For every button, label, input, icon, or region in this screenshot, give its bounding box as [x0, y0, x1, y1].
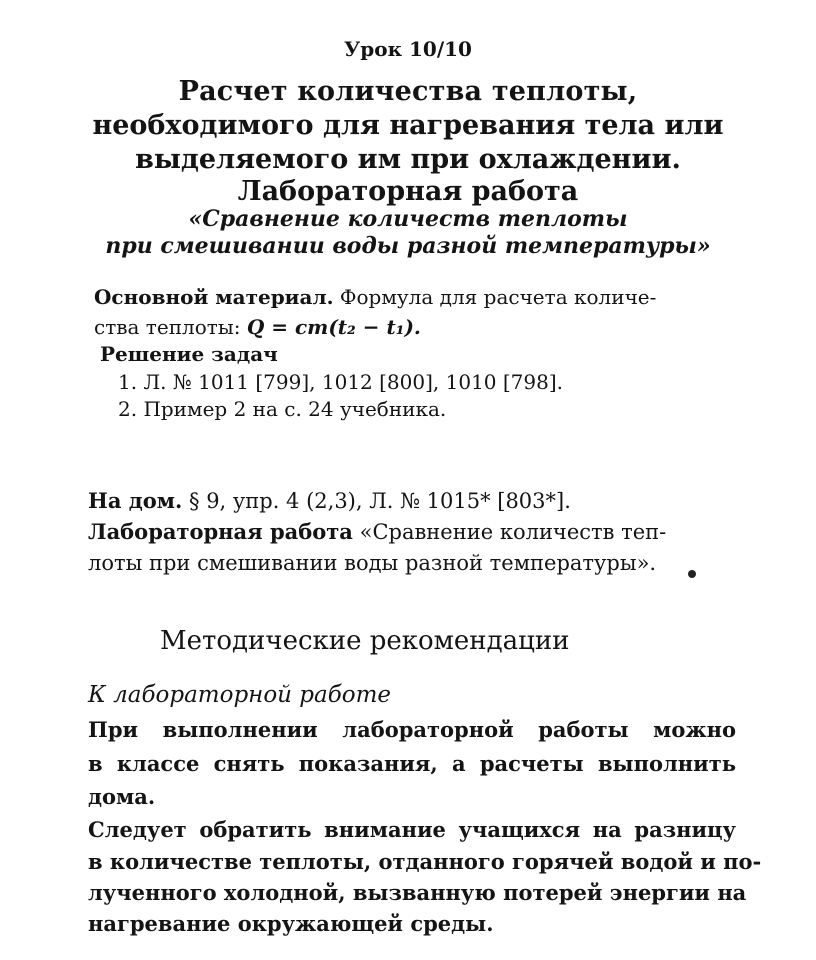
recommendations-heading: Методические рекомендации [160, 626, 570, 656]
basic-material-line-1 [94, 285, 656, 309]
subtitle-line-2: при смешивании воды разной температуры» [105, 233, 711, 259]
homework-line [88, 488, 571, 513]
homework-text: § 9, упр. 4 (2,3), Л. № 1015* [803*]. [189, 489, 571, 513]
homework-label: На дом. [88, 488, 183, 513]
tasks-heading: Решение задач [100, 342, 278, 366]
ink-blot [688, 570, 696, 578]
lab-text-1: «Сравнение количеств теп- [359, 520, 667, 544]
task-item-1: 1. Л. № 1011 [799], 1012 [800], 1010 [798]. [118, 370, 564, 394]
basic-material-line-2 [94, 315, 421, 339]
lesson-number: Урок 10/10 [344, 37, 472, 61]
p2-line-2: в количестве теплоты, отданного горячей водой и по- [88, 849, 762, 874]
lab-line-1 [88, 519, 666, 544]
p2-line-1: Следует обратить внимание учащихся на разницу [88, 817, 736, 842]
title-line-4: Лабораторная работа [237, 176, 579, 207]
basic-material-text-2: ства теплоты: [94, 315, 241, 339]
lab-label: Лабораторная работа [88, 519, 353, 544]
subtitle-line-1: «Сравнение количеств теплоты [188, 206, 628, 232]
p2-line-4: нагревание окружающей среды. [88, 911, 494, 936]
p2-line-3: лученного холодной, вызванную потерей энергии на [88, 880, 747, 905]
recommendations-subheading: К лабораторной работе [88, 682, 392, 708]
lab-line-2: лоты при смешивании воды разной температуры». [88, 551, 657, 575]
p1-line-2: в классе снять показания, а расчеты выполнить [88, 751, 736, 776]
task-item-2: 2. Пример 2 на с. 24 учебника. [118, 397, 447, 421]
basic-material-label: Основной материал. [94, 285, 334, 309]
title-line-1: Расчет количества теплоты, [178, 76, 638, 107]
heat-formula: Q = cm(t₂ − t₁). [246, 315, 421, 339]
p1-line-1: При выполнении лабораторной работы можно [88, 717, 736, 742]
p1-line-3: дома. [88, 784, 156, 809]
title-line-2: необходимого для нагревания тела или [92, 110, 724, 141]
basic-material-text-1: Формула для расчета количе- [339, 285, 657, 309]
title-line-3: выделяемого им при охлаждении. [135, 144, 681, 175]
